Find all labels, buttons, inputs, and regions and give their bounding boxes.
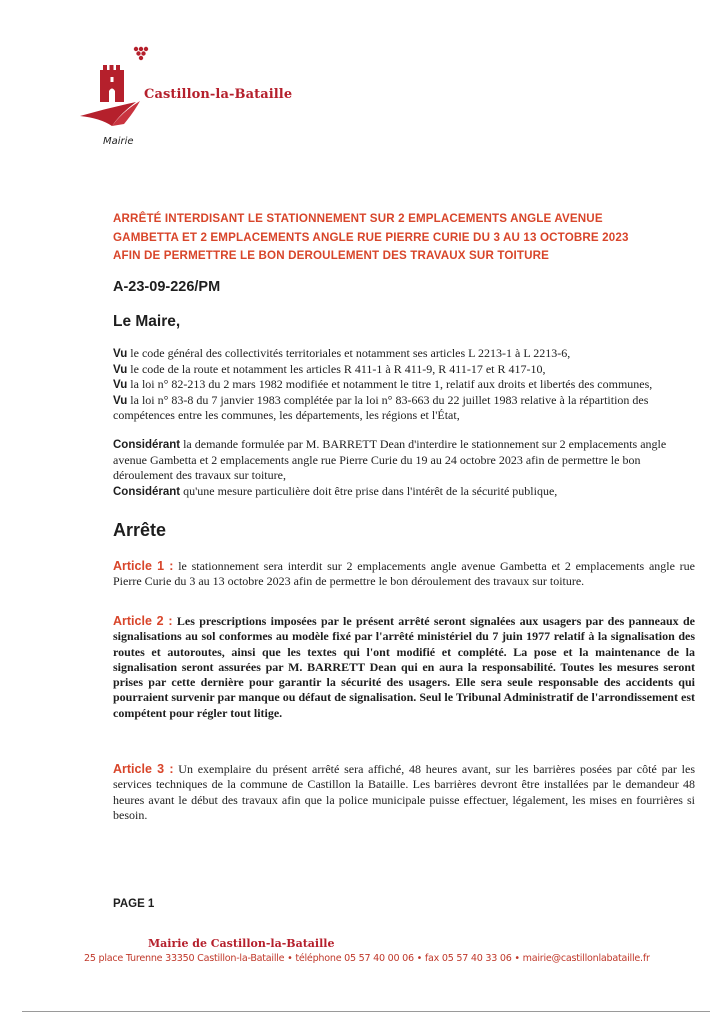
article-text: le stationnement sera interdit sur 2 emplacements angle avenue Gambetta et 2 emplacements angle rue Pierre Curie du 3 au 13 octobre 2023 afin de permettre le bon déroulement des travaux sur toiture. [113,559,695,589]
vu-text: la loi n° 82-213 du 2 mars 1982 modifiée et notamment le titre 1, relatif aux droits et libertés des communes, [127,377,653,392]
vu-keyword: Vu [113,379,128,392]
considerant-clause [113,437,693,484]
brand-name: Castillon-la-Bataille [144,87,293,102]
considerant-text: la demande formulée par M. BARRETT Dean d'interdire le stationnement sur 2 emplacements angle avenue Gambetta et 2 emplacements angle rue Pierre Curie du 19 au 24 octobre 2023 afin de permettre le bon déroulement des travaux sur toiture, [113,437,667,483]
considerant-clauses [113,437,693,500]
footer-office-name: Mairie de Castillon-la-Bataille [148,937,335,950]
vu-clause [113,362,693,378]
footer-address: 25 place Turenne 33350 Castillon-la-Bataille • téléphone 05 57 40 00 06 • fax 05 57 40 33 06 • mairie@castillonlabataille.fr [84,953,650,964]
article-label: Article 3 : [113,762,174,776]
decree-reference: A-23-09-226/PM [113,279,221,295]
article-3 [113,762,695,823]
decree-title [113,210,678,266]
article-2 [113,614,695,721]
vu-clause [113,346,693,362]
vu-text: la loi n° 83-8 du 7 janvier 1983 complétée par la loi n° 83-663 du 22 juillet 1983 relative à la répartition des compétences entre les communes, les départements, les régions et l'État, [113,392,649,423]
article-label: Article 2 : [113,614,173,628]
considerant-keyword: Considérant [113,485,181,498]
page-number: PAGE 1 [113,898,155,910]
decision-heading: Arrête [113,520,167,540]
vu-clauses [113,346,693,423]
article-1 [113,559,695,590]
title-line: GAMBETTA ET 2 EMPLACEMENTS ANGLE RUE PIERRE CURIE DU 3 AU 13 OCTOBRE 2023 [113,230,629,244]
title-line: ARRÊTÉ INTERDISANT LE STATIONNEMENT SUR 2 EMPLACEMENTS ANGLE AVENUE [113,212,603,225]
vu-clause [113,393,693,423]
vu-text: le code général des collectivités territoriales et notamment ses articles L 2213-1 à L 2213-6, [127,346,571,360]
vu-keyword: Vu [113,394,128,407]
article-label: Article 1 : [113,559,174,573]
considerant-keyword: Considérant [113,439,181,451]
authority-heading: Le Maire, [113,313,181,330]
considerant-text: qu'une mesure particulière doit être prise dans l'intérêt de la sécurité publique, [180,483,558,498]
article-text: Les prescriptions imposées par le présent arrêté seront signalées aux usagers par des panneaux de signalisations au sol conformes au modèle fixé par l'arrêté ministériel du 7 juin 1977 relatif à la signalisation des routes et autoroutes, ainsi que les textes qui l'ont modifié et complété. La pose et la maintenance de la signalisation seront assurées par M. BARRETT Dean qui en aura la responsabilité. Toutes les mesures seront prises par cette dernière pour garantir la sécurité des usagers. Elle sera seule responsable des accidents qui pourraient survenir par manque ou défaut de signalisation. Seul le Tribunal Administratif de l'arrondissement est compétent pour régler tout litige. [113,614,695,720]
vu-keyword: Vu [113,363,128,376]
vu-clause [113,377,693,393]
considerant-clause [113,484,693,500]
bottom-divider [22,1011,710,1012]
title-line: AFIN DE PERMETTRE LE BON DEROULEMENT DES TRAVAUX SUR TOITURE [113,249,550,262]
mairie-label: Mairie [103,136,134,147]
article-text: Un exemplaire du présent arrêté sera affiché, 48 heures avant, sur les barrières posées par côté par les services techniques de la commune de Castillon la Bataille. Les barrières devront être installées par le demandeur 48 heures avant le début des travaux afin que la police municipale puisse effectuer, légalement, les mises en fourrières si besoin. [113,762,695,822]
vu-keyword: Vu [113,348,128,360]
vu-text: le code de la route et notamment les articles R 411-1 à R 411-9, R 411-17 et R 417-10, [127,361,546,376]
